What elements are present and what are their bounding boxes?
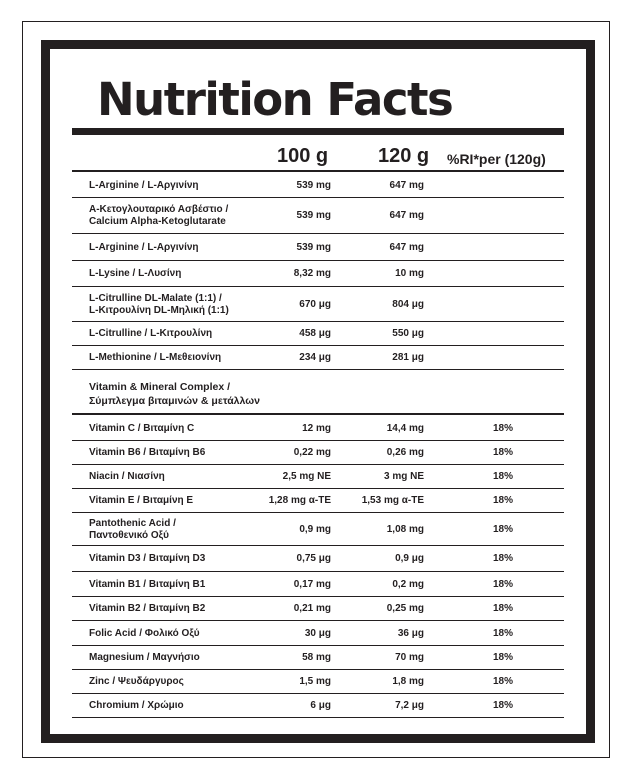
value-120g: 550 μg bbox=[392, 328, 424, 339]
value-120g: 647 mg bbox=[389, 210, 424, 221]
section-heading bbox=[89, 380, 260, 408]
value-120g: 1,53 mg α-TE bbox=[361, 495, 424, 506]
row-name-line: Vitamin C / Βιταμίνη C bbox=[89, 422, 195, 434]
row-name-line: Folic Acid / Φολικό Οξύ bbox=[89, 627, 200, 639]
row-name-line: L-Κιτρουλίνη DL-Μηλική (1:1) bbox=[89, 304, 229, 316]
value-120g: 7,2 μg bbox=[395, 700, 424, 711]
value-ri-percent: 18% bbox=[492, 523, 513, 535]
value-120g: 804 μg bbox=[392, 298, 424, 310]
row-name-line: L-Citrulline DL-Malate (1:1) / bbox=[89, 292, 222, 304]
value-100g: 8,32 mg bbox=[293, 268, 331, 279]
row-divider bbox=[72, 512, 564, 513]
row-name-line: Niacin / Νιασίνη bbox=[89, 471, 165, 482]
title-divider bbox=[72, 128, 564, 135]
value-ri-percent: 18% bbox=[492, 627, 513, 639]
value-100g: 30 μg bbox=[304, 627, 331, 639]
value-ri-percent: 18% bbox=[492, 495, 513, 506]
row-divider bbox=[72, 669, 564, 670]
value-120g: 281 μg bbox=[392, 352, 424, 363]
row-divider bbox=[72, 596, 564, 597]
value-120g: 1,8 mg bbox=[392, 676, 424, 687]
row-divider bbox=[72, 571, 564, 572]
row-name-line: Vitamin B6 / Βιταμίνη B6 bbox=[89, 447, 206, 458]
value-120g: 10 mg bbox=[395, 268, 424, 279]
row-divider bbox=[72, 645, 564, 646]
row-divider bbox=[72, 717, 564, 718]
value-120g: 1,08 mg bbox=[386, 523, 424, 535]
column-header-100g: 100 g bbox=[277, 145, 329, 167]
row-divider bbox=[72, 233, 564, 234]
row-divider bbox=[72, 488, 564, 489]
value-100g: 2,5 mg NE bbox=[282, 471, 331, 482]
section-heading-line: Vitamin & Mineral Complex / bbox=[89, 381, 231, 393]
row-name-line: L-Methionine / L-Μεθειονίνη bbox=[89, 352, 222, 363]
value-100g: 458 μg bbox=[299, 328, 331, 339]
row-divider bbox=[72, 693, 564, 694]
row-divider bbox=[72, 440, 564, 441]
value-120g: 0,26 mg bbox=[386, 447, 424, 458]
value-120g: 36 μg bbox=[397, 627, 424, 639]
value-120g: 0,2 mg bbox=[392, 578, 424, 590]
value-ri-percent: 18% bbox=[492, 471, 513, 482]
value-ri-percent: 18% bbox=[492, 676, 513, 687]
header-divider bbox=[72, 170, 564, 172]
value-100g: 58 mg bbox=[302, 652, 331, 663]
row-name-line: L-Arginine / L-Αργινίνη bbox=[89, 241, 199, 253]
value-120g: 647 mg bbox=[389, 241, 424, 253]
row-name-line: L-Arginine / L-Αργινίνη bbox=[89, 179, 199, 191]
row-divider bbox=[72, 197, 564, 198]
value-100g: 0,9 mg bbox=[299, 523, 331, 535]
column-header-ri: %RI*per (120g) bbox=[447, 151, 546, 167]
value-120g: 647 mg bbox=[389, 179, 424, 191]
row-divider bbox=[72, 286, 564, 287]
value-100g: 1,28 mg α-TE bbox=[268, 495, 331, 506]
row-divider bbox=[72, 321, 564, 322]
value-100g: 670 μg bbox=[299, 298, 331, 310]
row-divider bbox=[72, 464, 564, 465]
value-ri-percent: 18% bbox=[492, 447, 513, 458]
row-name-line: Zinc / Ψευδάργυρος bbox=[89, 676, 184, 687]
row-name-line: Vitamin B1 / Βιταμίνη B1 bbox=[89, 578, 206, 590]
column-header-120g: 120 g bbox=[378, 145, 430, 167]
value-ri-percent: 18% bbox=[492, 652, 513, 663]
row-name-line: Magnesium / Μαγνήσιο bbox=[89, 652, 200, 663]
value-120g: 0,25 mg bbox=[386, 603, 424, 614]
section-divider bbox=[72, 413, 564, 415]
value-100g: 539 mg bbox=[296, 179, 331, 191]
value-ri-percent: 18% bbox=[492, 578, 513, 590]
value-120g: 14,4 mg bbox=[386, 422, 424, 434]
row-name-line: Chromium / Χρώμιο bbox=[89, 700, 184, 711]
row-divider bbox=[72, 545, 564, 546]
value-100g: 234 μg bbox=[299, 352, 331, 363]
row-name-line: Vitamin B2 / Βιταμίνη B2 bbox=[89, 603, 206, 614]
value-ri-percent: 18% bbox=[492, 422, 513, 434]
value-100g: 539 mg bbox=[296, 241, 331, 253]
row-name-line: Α-Κετογλουταρικό Ασβέστιο / bbox=[89, 204, 229, 215]
value-100g: 0,21 mg bbox=[293, 603, 331, 614]
row-name-line: Παντοθενικό Οξύ bbox=[89, 529, 169, 541]
row-divider bbox=[72, 620, 564, 621]
value-ri-percent: 18% bbox=[492, 700, 513, 711]
row-divider bbox=[72, 260, 564, 261]
value-100g: 12 mg bbox=[302, 422, 331, 434]
section-heading-line: Σύμπλεγμα βιταμινών & μετάλλων bbox=[89, 395, 260, 407]
row-name-line: L-Citrulline / L-Κιτρουλίνη bbox=[89, 328, 213, 339]
row-name-line: L-Lysine / L-Λυσίνη bbox=[89, 268, 182, 279]
value-100g: 539 mg bbox=[296, 210, 331, 221]
row-name-line: Vitamin E / Βιταμίνη E bbox=[89, 495, 194, 506]
value-ri-percent: 18% bbox=[492, 603, 513, 614]
value-ri-percent: 18% bbox=[492, 553, 513, 564]
value-100g: 0,75 μg bbox=[296, 553, 331, 564]
value-100g: 6 μg bbox=[310, 700, 331, 711]
value-120g: 0,9 μg bbox=[395, 553, 424, 564]
row-divider bbox=[72, 369, 564, 370]
row-name-line: Vitamin D3 / Βιταμίνη D3 bbox=[89, 553, 206, 564]
value-100g: 0,22 mg bbox=[293, 447, 331, 458]
page-title: Nutrition Facts bbox=[97, 73, 453, 126]
value-120g: 70 mg bbox=[395, 652, 424, 663]
value-120g: 3 mg NE bbox=[383, 471, 424, 482]
row-divider bbox=[72, 345, 564, 346]
row-name-line: Calcium Alpha-Ketoglutarate bbox=[89, 216, 226, 227]
row-name-line: Pantothenic Acid / bbox=[89, 517, 176, 529]
value-100g: 0,17 mg bbox=[293, 578, 331, 590]
value-100g: 1,5 mg bbox=[299, 676, 331, 687]
